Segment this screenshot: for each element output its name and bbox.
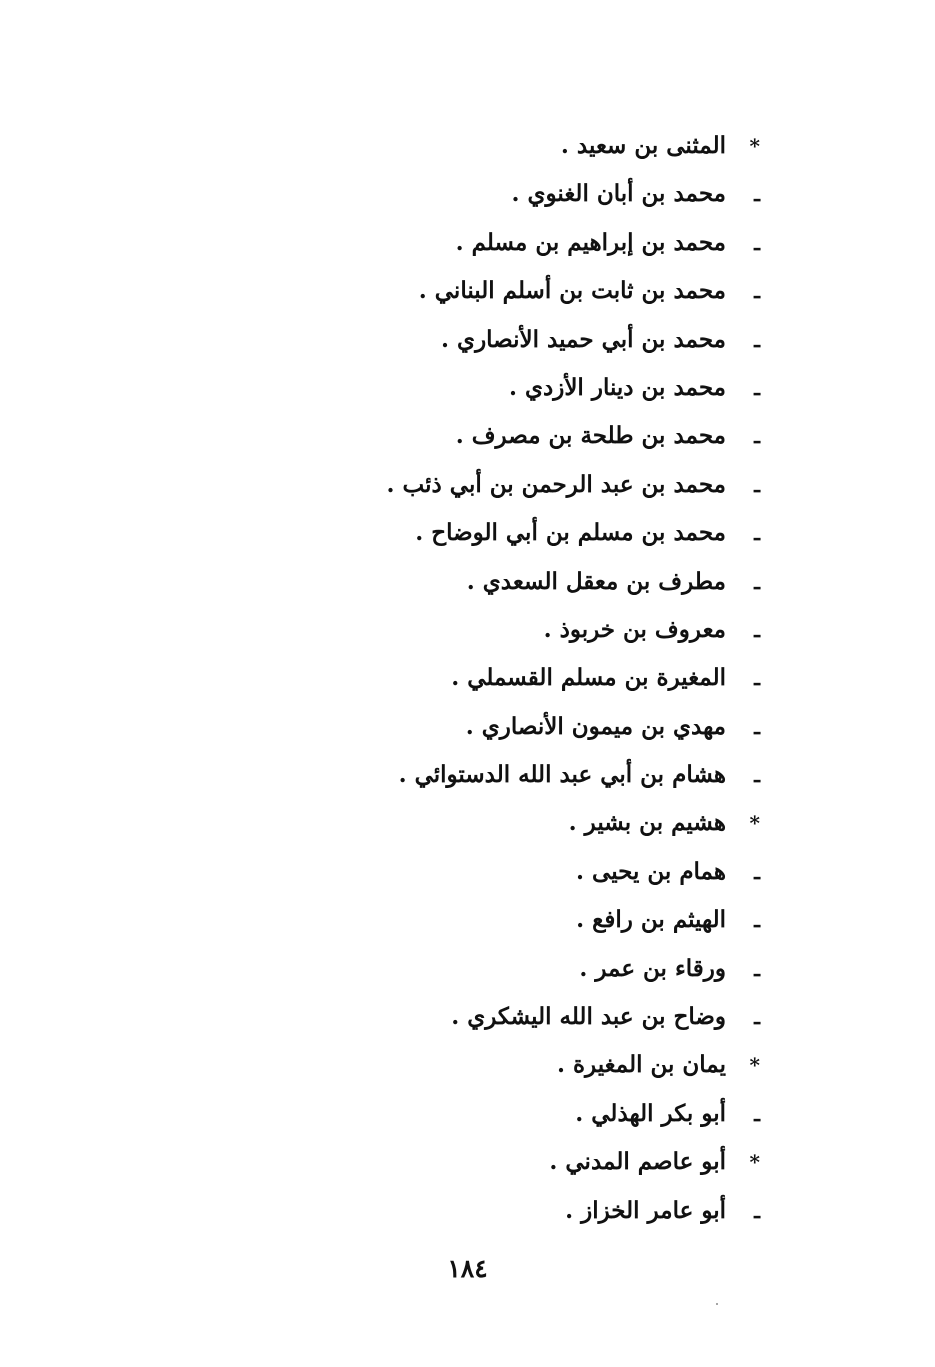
narrator-name: مهدي بن ميمون الأنصاري . bbox=[465, 712, 726, 740]
narrator-name: محمد بن دينار الأزدي . bbox=[508, 373, 726, 401]
narrator-name: معروف بن خربوذ . bbox=[543, 615, 726, 643]
dash-marker: ـ bbox=[754, 617, 760, 642]
list-item bbox=[200, 122, 760, 170]
dash-marker: ـ bbox=[754, 908, 760, 933]
narrator-name: محمد بن طلحة بن مصرف . bbox=[455, 422, 726, 450]
narrator-list bbox=[200, 122, 760, 1235]
narrator-name: محمد بن أبان الغنوي . bbox=[511, 180, 726, 208]
list-item bbox=[200, 848, 760, 896]
asterisk-marker: * bbox=[749, 134, 760, 158]
narrator-name: هشيم بن بشير . bbox=[568, 809, 726, 837]
narrator-name: المثنى بن سعيد . bbox=[560, 132, 726, 159]
list-item bbox=[200, 993, 760, 1041]
dash-marker: ـ bbox=[754, 763, 760, 788]
narrator-name: أبو عامر الخزاز . bbox=[565, 1196, 726, 1224]
narrator-name: الهيثم بن رافع . bbox=[576, 906, 726, 934]
list-item bbox=[200, 558, 760, 606]
dash-marker: ـ bbox=[754, 230, 760, 255]
page-number: ١٨٤ bbox=[447, 1254, 488, 1283]
dash-marker: ـ bbox=[754, 859, 760, 884]
list-item bbox=[200, 1041, 760, 1089]
list-item bbox=[200, 1138, 760, 1186]
list-item bbox=[200, 461, 760, 509]
narrator-name: هشام بن أبي عبد الله الدستوائي . bbox=[398, 761, 726, 789]
narrator-name: المغيرة بن مسلم القسملي . bbox=[451, 664, 726, 692]
list-item bbox=[200, 703, 760, 751]
dash-marker: ـ bbox=[754, 472, 760, 497]
narrator-name: أبو بكر الهذلي . bbox=[575, 1099, 726, 1127]
list-item bbox=[200, 412, 760, 460]
dash-marker: ـ bbox=[754, 714, 760, 739]
dash-marker: ـ bbox=[754, 279, 760, 304]
dash-marker: ـ bbox=[754, 375, 760, 400]
asterisk-marker: * bbox=[749, 1053, 760, 1078]
dash-marker: ـ bbox=[754, 1198, 760, 1223]
asterisk-marker: * bbox=[749, 811, 760, 836]
list-item bbox=[200, 316, 760, 364]
list-item bbox=[200, 799, 760, 847]
dash-marker: ـ bbox=[754, 666, 760, 691]
asterisk-marker: * bbox=[749, 1150, 760, 1175]
dash-marker: ـ bbox=[754, 569, 760, 594]
list-item bbox=[200, 267, 760, 315]
dash-marker: ـ bbox=[754, 182, 760, 207]
narrator-name: وضاح بن عبد الله اليشكري . bbox=[451, 1003, 726, 1031]
list-item bbox=[200, 606, 760, 654]
list-item bbox=[200, 945, 760, 993]
narrator-name: ورقاء بن عمر . bbox=[579, 954, 726, 982]
list-item bbox=[200, 509, 760, 557]
list-item bbox=[200, 654, 760, 702]
dash-marker: ـ bbox=[754, 327, 760, 352]
list-item bbox=[200, 364, 760, 412]
dash-marker: ـ bbox=[754, 1101, 760, 1126]
narrator-name: يمان بن المغيرة . bbox=[556, 1051, 726, 1079]
list-item bbox=[200, 170, 760, 218]
list-item bbox=[200, 1090, 760, 1138]
dash-marker: ـ bbox=[754, 956, 760, 981]
list-item bbox=[200, 219, 760, 267]
narrator-name: محمد بن عبد الرحمن بن أبي ذئب . bbox=[386, 470, 726, 498]
narrator-name: همام بن يحيى . bbox=[576, 857, 726, 885]
list-item bbox=[200, 751, 760, 799]
narrator-name: محمد بن ثابت بن أسلم البناني . bbox=[418, 277, 726, 305]
dash-marker: ـ bbox=[754, 521, 760, 546]
narrator-name: محمد بن إبراهيم بن مسلم . bbox=[455, 228, 726, 256]
narrator-name: محمد بن أبي حميد الأنصاري . bbox=[441, 325, 726, 353]
list-item bbox=[200, 1187, 760, 1235]
narrator-name: محمد بن مسلم بن أبي الوضاح . bbox=[415, 519, 726, 547]
narrator-name: أبو عاصم المدني . bbox=[549, 1148, 726, 1176]
narrator-name: مطرف بن معقل السعدي . bbox=[466, 567, 726, 595]
list-item bbox=[200, 896, 760, 944]
scan-speck bbox=[716, 1303, 718, 1305]
dash-marker: ـ bbox=[754, 1005, 760, 1030]
dash-marker: ـ bbox=[754, 424, 760, 449]
